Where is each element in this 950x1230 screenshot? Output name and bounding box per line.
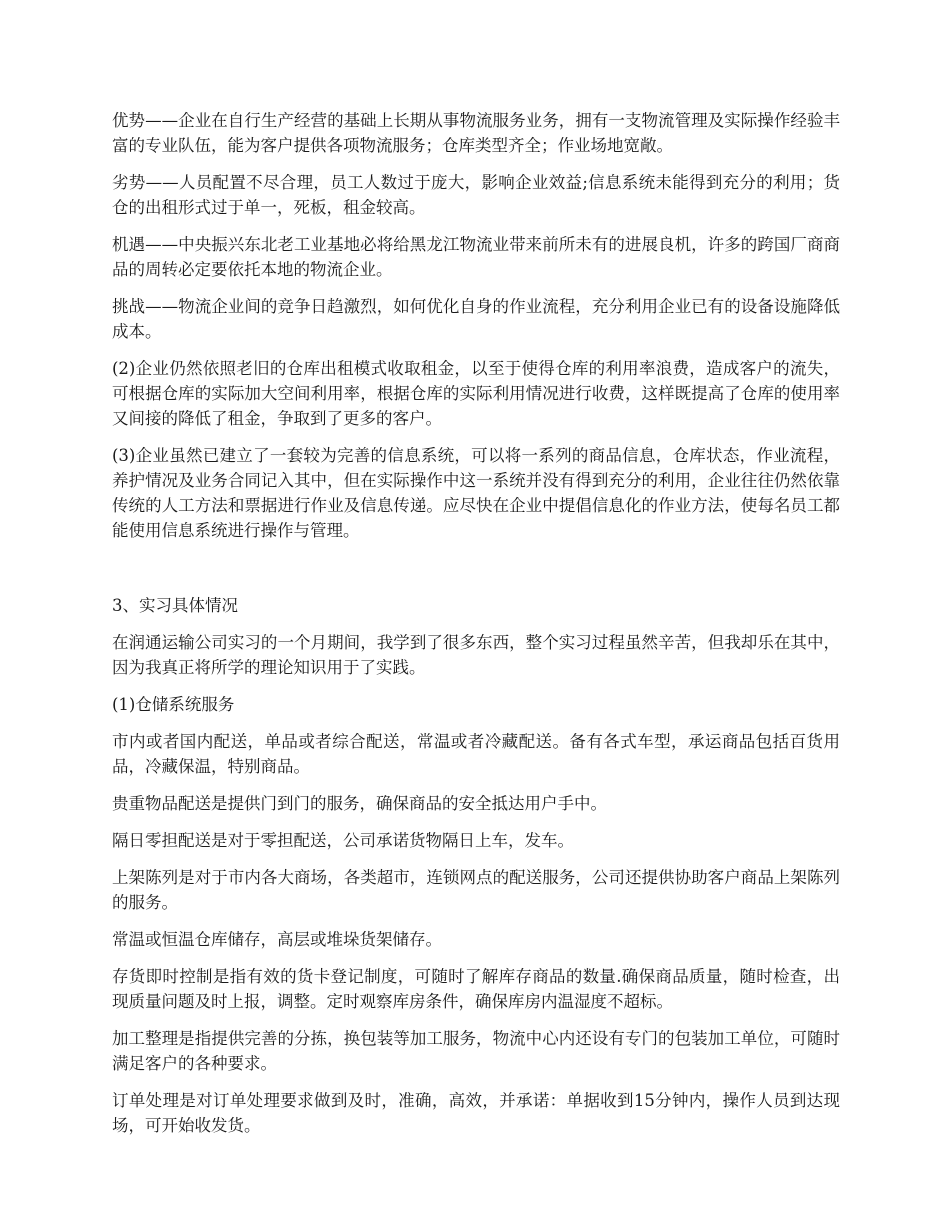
paragraph-next-day-delivery: 隔日零担配送是对于零担配送，公司承诺货物隔日上车，发车。 [112, 831, 574, 850]
paragraph-processing: 加工整理是指提供完善的分拣，换包装等加工服务，物流中心内还设有专门的包装加工单位，可随时满足客户的各种要求。 [112, 1029, 840, 1073]
paragraph-opportunities: 机遇——中央振兴东北老工业基地必将给黑龙江物流业带来前所未有的进展良机，许多的跨国厂商商品的周转必定要依托本地的物流企业。 [112, 235, 840, 279]
section-spacer [112, 555, 840, 593]
paragraph-distribution: 市内或者国内配送，单品或者综合配送，常温或者冷藏配送。备有各式车型，承运商品包括百货用品，冷藏保温，特别商品。 [112, 732, 840, 776]
paragraph-storage: 常温或恒温仓库储存，高层或堆垛货架储存。 [112, 930, 442, 949]
paragraph-shelf-display: 上架陈列是对于市内各大商场，各类超市，连锁网点的配送服务，公司还提供协助客户商品上架陈列的服务。 [112, 868, 840, 912]
paragraph-challenges: 挑战——物流企业间的竞争日趋激烈，如何优化自身的作业流程，充分利用企业已有的设备设施降低成本。 [112, 297, 840, 341]
paragraph-advantages: 优势——企业在自行生产经营的基础上长期从事物流服务业务，拥有一支物流管理及实际操作经验丰富的专业队伍，能为客户提供各项物流服务；仓库类型齐全；作业场地宽敞。 [112, 111, 840, 155]
subheading-warehouse-service: (1)仓储系统服务 [112, 695, 235, 714]
paragraph-disadvantages: 劣势——人员配置不尽合理，员工人数过于庞大，影响企业效益;信息系统未能得到充分的利用；货仓的出租形式过于单一，死板，租金较高。 [112, 173, 840, 217]
paragraph-order-processing: 订单处理是对订单处理要求做到及时，准确，高效，并承诺：单据收到15分钟内，操作人员到达现场，可开始收发货。 [112, 1091, 840, 1135]
document-page [112, 108, 840, 1150]
section-heading: 3、实习具体情况 [112, 596, 238, 615]
paragraph-inventory-control: 存货即时控制是指有效的货卡登记制度，可随时了解库存商品的数量.确保商品质量，随时检查，出现质量问题及时上报，调整。定时观察库房条件，确保库房内温湿度不超标。 [112, 967, 840, 1011]
paragraph-internship-intro: 在润通运输公司实习的一个月期间，我学到了很多东西，整个实习过程虽然辛苦，但我却乐在其中，因为我真正将所学的理论知识用于了实践。 [112, 633, 840, 677]
paragraph-item-2: (2)企业仍然依照老旧的仓库出租模式收取租金，以至于使得仓库的利用率浪费，造成客户的流失，可根据仓库的实际加大空间利用率，根据仓库的实际利用情况进行收费，这样既提高了仓库的使用率又间接的降低了租金，争取到了更多的客户。 [112, 359, 840, 428]
paragraph-item-3: (3)企业虽然已建立了一套较为完善的信息系统，可以将一系列的商品信息，仓库状态，作业流程，养护情况及业务合同记入其中，但在实际操作中这一系统并没有得到充分的利用，企业往往仍然依靠传统的人工方法和票据进行作业及信息传递。应尽快在企业中提倡信息化的作业方法，使每名员工都能使用信息系统进行操作与管理。 [112, 446, 840, 540]
paragraph-valuables-delivery: 贵重物品配送是提供门到门的服务，确保商品的安全抵达用户手中。 [112, 794, 607, 813]
